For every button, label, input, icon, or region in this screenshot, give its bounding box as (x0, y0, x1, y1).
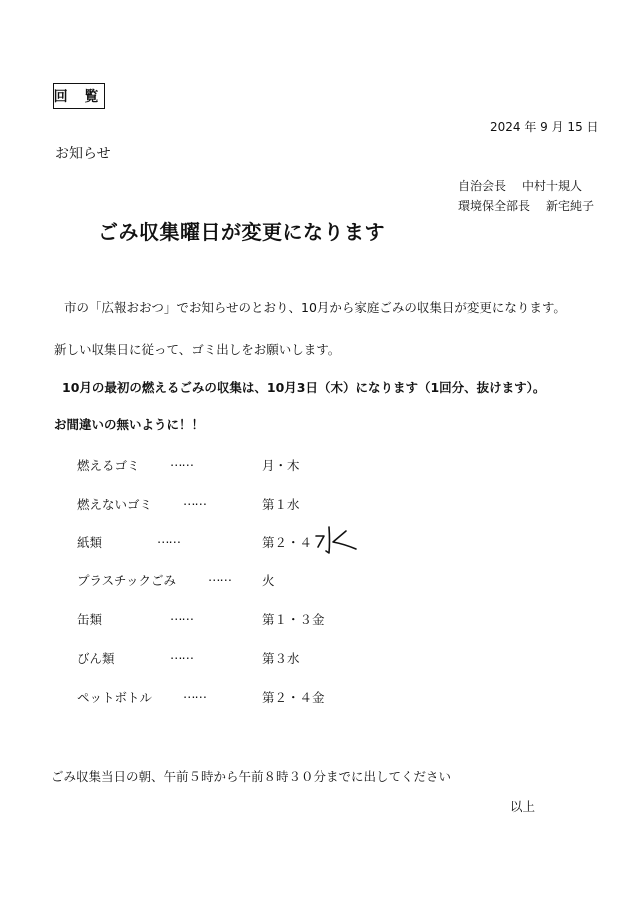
handwritten-water-kanji (312, 523, 360, 557)
body-paragraph-warning: お間違いの無いように！！ (54, 417, 205, 432)
document-date: 2024 年 9 月 15 日 (490, 120, 599, 134)
notice-label: お知らせ (55, 146, 111, 162)
schedule-dots: …… (170, 454, 193, 469)
schedule-category: ペットボトル (77, 690, 153, 705)
schedule-category: 缶類 (77, 612, 103, 627)
schedule-category: 紙類 (77, 535, 103, 550)
sender-name: 新宅純子 (546, 199, 595, 213)
sender-role: 自治会長 (458, 179, 507, 193)
sender-line (458, 197, 594, 214)
schedule-dots: …… (183, 686, 206, 701)
schedule-dots: …… (170, 647, 193, 662)
end-mark: 以上 (510, 799, 536, 814)
sender-name: 中村十規人 (522, 179, 583, 193)
schedule-category: 燃えるゴミ (77, 458, 140, 473)
page-title: ごみ収集曜日が変更になります (98, 220, 385, 244)
schedule-day: 月・木 (262, 458, 300, 473)
schedule-day: 火 (262, 573, 275, 588)
body-paragraph: 市の「広報おおつ」でお知らせのとおり、10月から家庭ごみの収集日が変更になります。 (64, 300, 566, 315)
body-paragraph-emphasis: 10月の最初の燃えるごみの収集は、10月3日（木）になります（1回分、抜けます）。 (62, 380, 546, 395)
schedule-dots: …… (157, 531, 180, 546)
schedule-day: 第２・４ (262, 535, 313, 550)
schedule-category: 燃えないゴミ (77, 497, 153, 512)
schedule-dots: …… (183, 493, 206, 508)
sender-line (458, 177, 582, 194)
schedule-day: 第１・３金 (262, 612, 325, 627)
sender-role: 環境保全部長 (458, 199, 531, 213)
schedule-dots: …… (208, 569, 231, 584)
schedule-day: 第１水 (262, 497, 300, 512)
schedule-day: 第２・４金 (262, 690, 325, 705)
schedule-day: 第３水 (262, 651, 300, 666)
circulation-stamp: 回 覧 (53, 83, 105, 109)
schedule-category: プラスチックごみ (77, 573, 177, 588)
schedule-dots: …… (170, 608, 193, 623)
schedule-category: びん類 (77, 651, 115, 666)
body-paragraph: 新しい収集日に従って、ゴミ出しをお願いします。 (54, 342, 341, 357)
closing-instruction: ごみ収集当日の朝、午前５時から午前８時３０分までに出してください (51, 769, 452, 784)
